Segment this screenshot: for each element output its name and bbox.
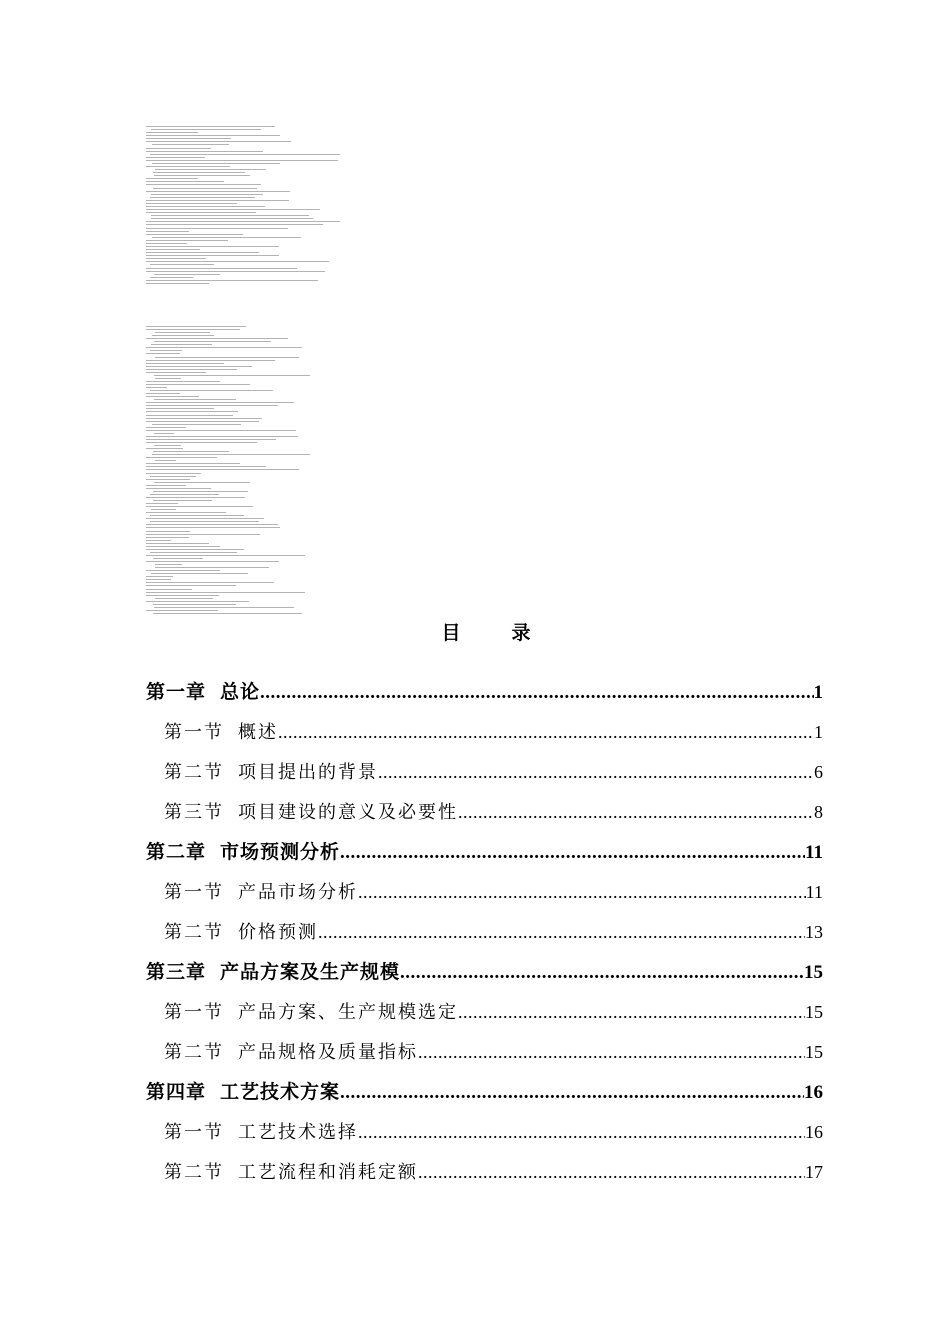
toc-page-number: 11 xyxy=(805,842,823,863)
faint-text-line xyxy=(146,203,237,204)
toc-entry-chapter-2[interactable] xyxy=(146,832,823,872)
toc-entry-title: 概述 xyxy=(238,722,278,743)
faint-text-line xyxy=(146,360,275,361)
faint-text-line xyxy=(146,555,305,556)
faint-text-line xyxy=(146,411,238,412)
faint-text-line xyxy=(151,218,313,219)
toc-entry-title: 项目建设的意义及必要性 xyxy=(238,802,458,823)
faint-text-line xyxy=(146,221,340,222)
faint-text-line xyxy=(152,424,241,425)
faint-text-line xyxy=(146,249,200,250)
faint-text-line xyxy=(146,148,211,149)
faint-text-line xyxy=(146,240,228,241)
toc-dot-leader xyxy=(340,1073,804,1113)
faint-text-line xyxy=(146,231,189,232)
toc-entry-title: 产品方案及生产规模 xyxy=(220,961,401,983)
faint-text-line xyxy=(146,326,246,327)
toc-entry-title: 产品方案、生产规模选定 xyxy=(238,1002,458,1023)
toc-dot-leader xyxy=(358,1112,805,1152)
toc-entry-title: 项目提出的背景 xyxy=(238,762,378,783)
faint-text-line xyxy=(146,497,245,498)
faint-text-line xyxy=(153,613,302,614)
toc-page-number: 11 xyxy=(805,882,823,902)
faint-text-line xyxy=(146,415,233,416)
toc-dot-leader xyxy=(318,912,805,952)
faint-text-line xyxy=(150,521,259,522)
faint-text-line xyxy=(155,598,213,599)
toc-entry-section[interactable] xyxy=(146,792,823,832)
faint-text-line xyxy=(146,243,187,244)
faint-text-line xyxy=(154,433,174,434)
faint-text-line xyxy=(154,607,294,608)
faint-text-line xyxy=(146,166,230,167)
faint-text-line xyxy=(146,421,259,422)
faint-text-line xyxy=(151,573,248,574)
faint-text-line xyxy=(146,408,214,409)
toc-entry-number: 第二节 xyxy=(164,1042,224,1063)
faint-text-line xyxy=(153,491,248,492)
faint-text-line xyxy=(155,567,269,568)
toc-page-number: 15 xyxy=(805,1002,823,1022)
faint-text-line xyxy=(146,506,253,507)
faint-text-line xyxy=(153,604,236,605)
faint-text-line xyxy=(146,353,180,354)
faint-text-line xyxy=(146,151,263,152)
faint-text-line xyxy=(153,451,229,452)
faint-text-line xyxy=(154,341,271,342)
toc-dot-leader xyxy=(378,752,814,792)
toc-page-number: 13 xyxy=(805,922,823,942)
faint-text-line xyxy=(146,280,318,281)
faint-text-line xyxy=(150,390,273,391)
faint-text-line xyxy=(146,546,220,547)
toc-entry-title: 工艺技术方案 xyxy=(220,1081,341,1103)
faint-text-line xyxy=(150,494,219,495)
faint-text-line xyxy=(146,473,201,474)
faint-text-line xyxy=(146,366,252,367)
faint-text-line xyxy=(146,381,220,382)
faint-text-line xyxy=(146,178,198,179)
toc-dot-leader xyxy=(418,1032,805,1072)
toc-entry-section[interactable] xyxy=(146,712,823,752)
toc-entry-number: 第一节 xyxy=(164,882,224,903)
faint-text-line xyxy=(152,454,310,455)
faint-text-line xyxy=(152,335,214,336)
faint-text-line xyxy=(155,378,181,379)
toc-dot-leader xyxy=(260,673,813,713)
faint-text-line xyxy=(152,144,229,145)
faint-text-line xyxy=(146,457,217,458)
toc-page-number: 1 xyxy=(814,722,823,742)
toc-entry-number: 第一节 xyxy=(164,1122,224,1143)
toc-entry-title: 工艺技术选择 xyxy=(238,1122,358,1143)
faint-text-line xyxy=(146,234,243,235)
faint-text-line xyxy=(146,396,199,397)
faint-text-line xyxy=(146,479,190,480)
faint-text-line xyxy=(146,531,190,532)
toc-entry-section[interactable] xyxy=(146,1112,823,1152)
faint-text-line xyxy=(151,344,212,345)
toc-dot-leader xyxy=(358,872,806,912)
faint-text-line xyxy=(146,402,294,403)
toc-entry-number: 第四章 xyxy=(146,1081,207,1103)
faint-text-block-1 xyxy=(0,126,950,286)
faint-text-line xyxy=(146,372,206,373)
toc-entry-chapter-3[interactable] xyxy=(146,952,823,992)
faint-text-line xyxy=(146,283,209,284)
faint-text-line xyxy=(146,518,264,519)
faint-text-line xyxy=(146,138,231,139)
faint-text-line xyxy=(146,430,296,431)
toc-entry-number: 第二节 xyxy=(164,762,224,783)
faint-text-line xyxy=(146,206,265,207)
toc-entry-section[interactable] xyxy=(146,1032,823,1072)
faint-text-line xyxy=(153,500,212,501)
faint-text-line xyxy=(146,228,288,229)
faint-text-line xyxy=(146,570,220,571)
faint-text-line xyxy=(154,274,220,275)
faint-text-line xyxy=(146,549,244,550)
faint-text-line xyxy=(150,552,237,553)
toc-entry-title: 产品规格及质量指标 xyxy=(238,1042,418,1063)
faint-text-line xyxy=(146,384,250,385)
toc-page-number: 15 xyxy=(805,1042,823,1062)
faint-text-line xyxy=(146,527,280,528)
table-of-contents xyxy=(146,672,823,1192)
toc-entry-number: 第一章 xyxy=(146,681,207,703)
faint-text-line xyxy=(146,363,224,364)
faint-text-line xyxy=(146,589,192,590)
faint-text-line xyxy=(154,445,181,446)
faint-text-line xyxy=(146,466,266,467)
faint-text-line xyxy=(150,350,182,351)
toc-page-number: 15 xyxy=(804,962,823,983)
faint-text-block-2 xyxy=(0,326,950,616)
faint-text-line xyxy=(154,399,236,400)
faint-text-line xyxy=(146,160,338,161)
faint-text-line xyxy=(150,515,244,516)
faint-text-line xyxy=(146,436,298,437)
toc-page-number: 17 xyxy=(805,1162,823,1182)
faint-text-line xyxy=(146,534,260,535)
faint-text-line xyxy=(146,582,274,583)
toc-entry-title: 市场预测分析 xyxy=(220,841,341,863)
toc-title: 目 录 xyxy=(441,622,547,644)
toc-entry-number: 第一节 xyxy=(164,722,224,743)
faint-text-line xyxy=(146,132,198,133)
faint-text-line xyxy=(146,601,249,602)
faint-text-line xyxy=(146,393,180,394)
toc-entry-section[interactable] xyxy=(146,1152,823,1192)
faint-text-line xyxy=(146,347,302,348)
toc-dot-leader xyxy=(418,1152,805,1192)
faint-text-line xyxy=(146,405,278,406)
faint-text-line xyxy=(153,188,257,189)
faint-text-line xyxy=(150,277,193,278)
faint-text-line xyxy=(146,610,218,611)
faint-text-line xyxy=(146,418,262,419)
faint-text-line xyxy=(146,191,290,192)
faint-text-line xyxy=(152,163,280,164)
faint-text-line xyxy=(146,503,178,504)
toc-entry-title: 产品市场分析 xyxy=(238,882,358,903)
faint-text-line xyxy=(146,561,279,562)
faint-text-line xyxy=(146,338,288,339)
faint-text-line xyxy=(146,258,206,259)
faint-text-line xyxy=(150,197,255,198)
toc-entry-number: 第二节 xyxy=(164,1162,224,1183)
faint-text-line xyxy=(146,141,291,142)
faint-text-line xyxy=(146,427,186,428)
faint-text-line xyxy=(146,157,205,158)
faint-text-line xyxy=(146,268,297,269)
toc-dot-leader xyxy=(458,792,814,832)
toc-entry-section[interactable] xyxy=(146,752,823,792)
toc-page-number: 6 xyxy=(814,762,823,782)
faint-text-line xyxy=(146,448,183,449)
faint-text-line xyxy=(154,482,250,483)
faint-text-line xyxy=(146,181,224,182)
faint-text-line xyxy=(146,224,323,225)
faint-text-line xyxy=(150,476,196,477)
faint-text-line xyxy=(155,332,210,333)
faint-text-line xyxy=(146,469,299,470)
faint-text-line xyxy=(146,585,236,586)
faint-text-line xyxy=(155,460,176,461)
faint-text-line xyxy=(146,439,276,440)
toc-entry-number: 第二节 xyxy=(164,922,224,943)
faint-text-line xyxy=(150,264,214,265)
toc-entry-number: 第三章 xyxy=(146,961,207,983)
faint-text-line xyxy=(151,194,263,195)
faint-text-line xyxy=(146,271,325,272)
faint-text-line xyxy=(146,246,279,247)
faint-text-line xyxy=(146,252,259,253)
faint-text-line xyxy=(155,564,182,565)
faint-text-line xyxy=(146,512,226,513)
faint-text-line xyxy=(146,488,211,489)
toc-dot-leader xyxy=(458,992,805,1032)
toc-page-number: 1 xyxy=(813,682,823,703)
toc-entry-title: 工艺流程和消耗定额 xyxy=(238,1162,418,1183)
faint-text-line xyxy=(151,509,176,510)
faint-text-line xyxy=(151,215,309,216)
faint-text-line xyxy=(146,184,261,185)
toc-entry-section[interactable] xyxy=(146,992,823,1032)
faint-text-line xyxy=(150,154,340,155)
toc-dot-leader xyxy=(400,953,804,993)
faint-text-line xyxy=(154,375,310,376)
toc-dot-leader xyxy=(340,833,805,873)
toc-dot-leader xyxy=(278,712,814,752)
faint-text-line xyxy=(155,357,299,358)
faint-text-line xyxy=(146,543,209,544)
faint-text-line xyxy=(146,579,171,580)
faint-text-line xyxy=(146,209,320,210)
toc-page-number: 16 xyxy=(804,1082,823,1103)
faint-text-line xyxy=(146,595,219,596)
toc-entry-section[interactable] xyxy=(146,872,823,912)
toc-entry-number: 第一节 xyxy=(164,1002,224,1023)
faint-text-line xyxy=(146,485,186,486)
toc-entry-chapter-1[interactable] xyxy=(146,672,823,712)
toc-entry-number: 第二章 xyxy=(146,841,207,863)
toc-entry-chapter-4[interactable] xyxy=(146,1072,823,1112)
faint-text-line xyxy=(153,558,203,559)
faint-text-line xyxy=(146,524,278,525)
faint-text-line xyxy=(146,255,279,256)
faint-text-line xyxy=(146,463,240,464)
faint-text-line xyxy=(146,537,189,538)
faint-text-line xyxy=(146,592,305,593)
faint-text-line xyxy=(151,129,261,130)
faint-text-line xyxy=(146,540,171,541)
toc-entry-section[interactable] xyxy=(146,912,823,952)
faint-text-line xyxy=(146,212,256,213)
faint-text-line xyxy=(146,576,173,577)
faint-text-line xyxy=(146,387,167,388)
faint-text-line xyxy=(154,175,250,176)
faint-text-line xyxy=(146,369,237,370)
faint-text-line xyxy=(152,237,301,238)
faint-text-line xyxy=(146,329,240,330)
toc-entry-title: 价格预测 xyxy=(238,922,318,943)
faint-text-line xyxy=(146,200,289,201)
faint-text-line xyxy=(146,126,275,127)
toc-entry-number: 第三节 xyxy=(164,802,224,823)
faint-text-line xyxy=(146,442,257,443)
faint-text-line xyxy=(153,172,245,173)
faint-text-line xyxy=(146,261,329,262)
toc-entry-title: 总论 xyxy=(220,681,261,703)
toc-page-number: 16 xyxy=(805,1122,823,1142)
faint-text-line xyxy=(155,169,266,170)
toc-page-number: 8 xyxy=(814,802,823,822)
faint-text-line xyxy=(146,135,280,136)
